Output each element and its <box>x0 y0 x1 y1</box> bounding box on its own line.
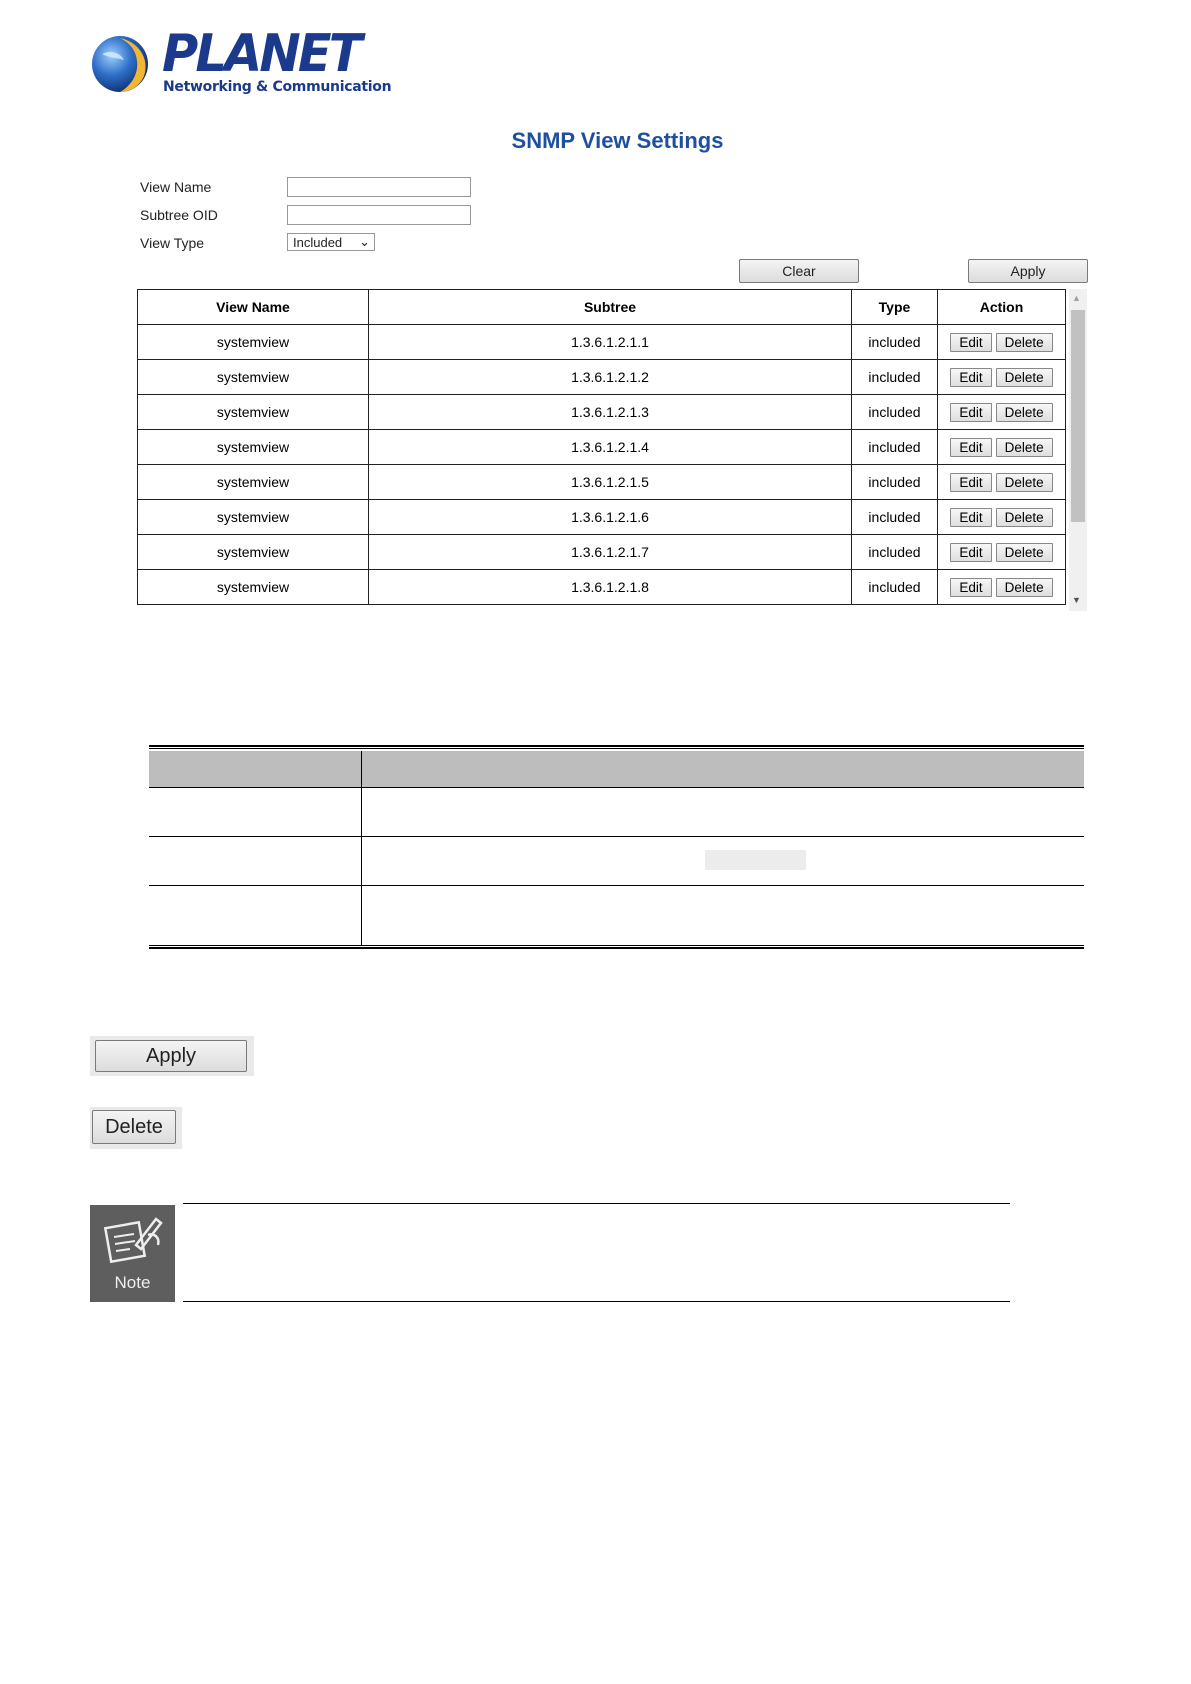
cell-action <box>938 535 1066 570</box>
cell-subtree: 1.3.6.1.2.1.1 <box>369 325 852 360</box>
note-icon <box>90 1205 175 1302</box>
table-row <box>138 570 1066 605</box>
table-row <box>138 395 1066 430</box>
cell-action <box>938 430 1066 465</box>
cell-action <box>938 570 1066 605</box>
delete-button-figure[interactable]: Delete <box>92 1110 176 1144</box>
desc-table-divider <box>149 836 1084 837</box>
delete-button[interactable]: Delete <box>996 368 1053 387</box>
view-name-label: View Name <box>140 179 212 195</box>
cell-subtree: 1.3.6.1.2.1.3 <box>369 395 852 430</box>
table-row <box>138 360 1066 395</box>
edit-button[interactable]: Edit <box>950 473 991 492</box>
header-action: Action <box>938 290 1066 325</box>
view-type-select[interactable] <box>287 233 375 251</box>
delete-button[interactable]: Delete <box>996 508 1053 527</box>
cell-action <box>938 395 1066 430</box>
table-row <box>138 465 1066 500</box>
cell-type: included <box>852 430 938 465</box>
header-subtree: Subtree <box>369 290 852 325</box>
cell-type: included <box>852 325 938 360</box>
cell-type: included <box>852 360 938 395</box>
snmp-view-table <box>137 289 1066 605</box>
cell-view-name: systemview <box>138 430 369 465</box>
scroll-down-arrow-icon[interactable]: ▼ <box>1072 595 1081 605</box>
cell-action <box>938 360 1066 395</box>
cell-subtree: 1.3.6.1.2.1.5 <box>369 465 852 500</box>
cell-type: included <box>852 500 938 535</box>
note-top-rule <box>183 1203 1010 1204</box>
edit-button[interactable]: Edit <box>950 543 991 562</box>
clear-button[interactable]: Clear <box>739 259 859 283</box>
subtree-oid-label: Subtree OID <box>140 207 218 223</box>
table-row <box>138 325 1066 360</box>
desc-table-divider <box>149 885 1084 886</box>
cell-view-name: systemview <box>138 570 369 605</box>
desc-table-top-rule <box>149 745 1084 749</box>
cell-action <box>938 465 1066 500</box>
cell-type: included <box>852 395 938 430</box>
desc-table-header <box>149 751 1084 787</box>
desc-table-bottom-rule <box>149 945 1084 949</box>
cell-subtree: 1.3.6.1.2.1.7 <box>369 535 852 570</box>
note-label: Note <box>114 1273 151 1292</box>
edit-button[interactable]: Edit <box>950 333 991 352</box>
chevron-down-icon: ⌄ <box>359 234 370 249</box>
table-row <box>138 430 1066 465</box>
desc-table-highlight <box>705 850 806 870</box>
header-view-name: View Name <box>138 290 369 325</box>
view-name-input[interactable] <box>287 177 471 197</box>
delete-button[interactable]: Delete <box>996 403 1053 422</box>
subtree-oid-input[interactable] <box>287 205 471 225</box>
cell-subtree: 1.3.6.1.2.1.6 <box>369 500 852 535</box>
view-type-label: View Type <box>140 235 205 251</box>
cell-view-name: systemview <box>138 395 369 430</box>
cell-action <box>938 500 1066 535</box>
globe-icon <box>90 32 154 96</box>
cell-subtree: 1.3.6.1.2.1.4 <box>369 430 852 465</box>
delete-button[interactable]: Delete <box>996 438 1053 457</box>
cell-type: included <box>852 570 938 605</box>
cell-view-name: systemview <box>138 535 369 570</box>
cell-view-name: systemview <box>138 360 369 395</box>
table-row <box>138 535 1066 570</box>
delete-button[interactable]: Delete <box>996 333 1053 352</box>
scroll-up-arrow-icon[interactable]: ▲ <box>1072 293 1081 303</box>
desc-table-column-divider <box>361 751 362 945</box>
cell-subtree: 1.3.6.1.2.1.2 <box>369 360 852 395</box>
logo-tagline: Networking & Communication <box>163 79 392 95</box>
edit-button[interactable]: Edit <box>950 578 991 597</box>
cell-action <box>938 325 1066 360</box>
cell-subtree: 1.3.6.1.2.1.8 <box>369 570 852 605</box>
desc-table-divider <box>149 787 1084 788</box>
view-type-value: Included <box>293 235 343 250</box>
apply-button[interactable]: Apply <box>968 259 1088 283</box>
cell-type: included <box>852 465 938 500</box>
delete-button[interactable]: Delete <box>996 473 1053 492</box>
apply-button-figure[interactable]: Apply <box>95 1040 247 1072</box>
table-header-row <box>138 290 1066 325</box>
cell-type: included <box>852 535 938 570</box>
page-title: SNMP View Settings <box>511 128 724 153</box>
edit-button[interactable]: Edit <box>950 438 991 457</box>
scrollbar-thumb[interactable] <box>1071 310 1085 522</box>
note-pencil-icon <box>90 1205 175 1271</box>
cell-view-name: systemview <box>138 325 369 360</box>
delete-button[interactable]: Delete <box>996 543 1053 562</box>
cell-view-name: systemview <box>138 500 369 535</box>
header-type: Type <box>852 290 938 325</box>
edit-button[interactable]: Edit <box>950 368 991 387</box>
table-row <box>138 500 1066 535</box>
delete-button[interactable]: Delete <box>996 578 1053 597</box>
edit-button[interactable]: Edit <box>950 508 991 527</box>
note-bottom-rule <box>183 1301 1010 1302</box>
cell-view-name: systemview <box>138 465 369 500</box>
logo-brand: PLANET <box>162 24 360 84</box>
edit-button[interactable]: Edit <box>950 403 991 422</box>
